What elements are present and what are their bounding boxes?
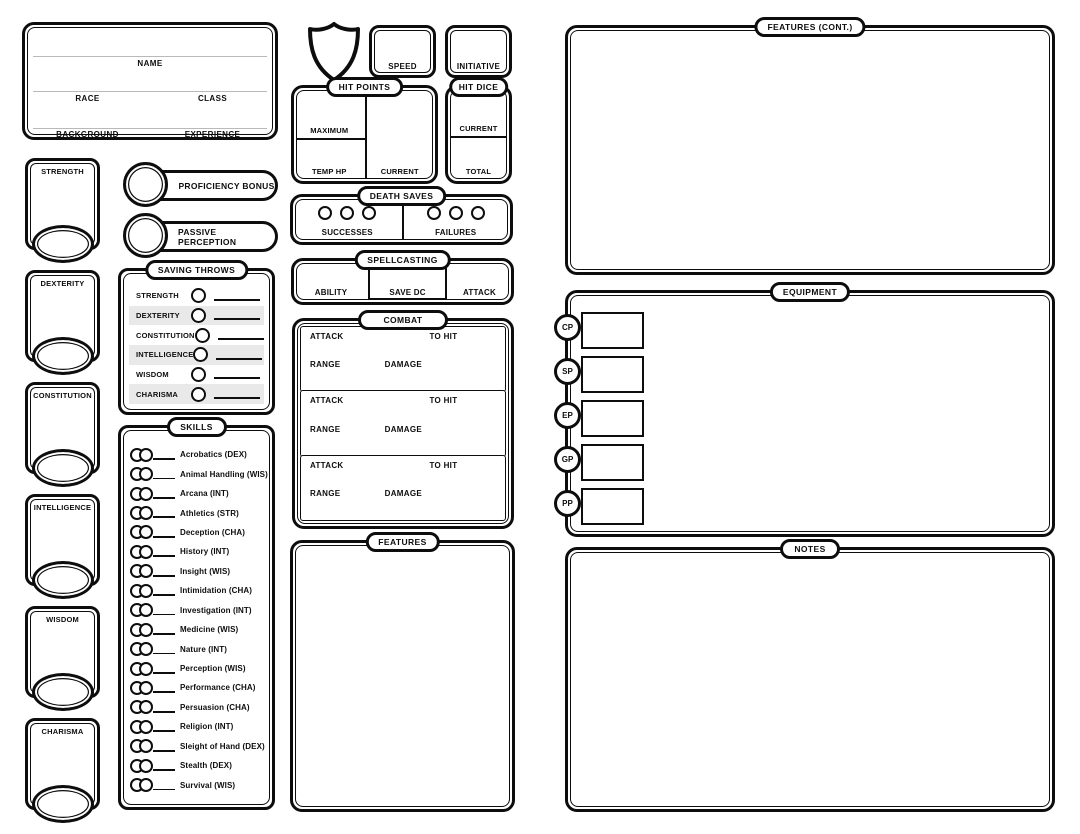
saving-throw-modifier-line[interactable] [214, 299, 260, 301]
saving-throw-label: DEXTERITY [136, 311, 180, 320]
features-cont-box [565, 22, 1055, 275]
identity-box [22, 22, 278, 140]
skill-expertise-circle[interactable] [139, 545, 153, 559]
saving-throw-modifier-line[interactable] [214, 377, 260, 379]
ability-box-intelligence[interactable] [25, 494, 100, 586]
range-label: RANGE [310, 360, 341, 370]
saving-throw-row [129, 384, 264, 404]
to-hit-label: TO HIT [429, 332, 458, 341]
name-field[interactable] [31, 29, 269, 56]
saving-throw-proficiency-circle[interactable] [191, 308, 206, 323]
combat-box [292, 315, 514, 529]
pp-amount-box[interactable] [581, 488, 644, 525]
coin-circle-sp [554, 358, 581, 385]
skill-label: Acrobatics (DEX) [180, 450, 247, 460]
combat-rows [300, 326, 506, 521]
race-field[interactable] [31, 71, 153, 91]
skill-expertise-circle[interactable] [139, 759, 153, 773]
saving-throw-modifier-line[interactable] [214, 397, 260, 399]
pp-label: PP [562, 499, 573, 508]
gp-amount-box[interactable] [581, 444, 644, 481]
features-write-area[interactable] [301, 551, 504, 801]
skill-expertise-circle[interactable] [139, 720, 153, 734]
death-saves-box [290, 191, 513, 245]
ability-box-constitution[interactable] [25, 382, 100, 474]
ability-box-charisma[interactable] [25, 718, 100, 810]
skill-expertise-circle[interactable] [139, 448, 153, 462]
saving-throws-box [118, 265, 275, 415]
cp-label: CP [561, 323, 574, 332]
hit-dice-current-label: CURRENT [459, 124, 498, 133]
skill-modifier-line[interactable] [153, 633, 175, 635]
range-label: RANGE [310, 424, 341, 434]
skill-modifier-line[interactable] [153, 789, 175, 791]
equipment-write-area[interactable] [658, 301, 1044, 526]
skills-tab: SKILLS [167, 417, 227, 437]
skill-row [130, 620, 268, 639]
skill-label: Nature (INT) [180, 644, 227, 654]
skill-row [130, 659, 268, 678]
passive-perception-label: PASSIVE PERCEPTION [178, 226, 237, 247]
skill-modifier-line[interactable] [153, 750, 175, 752]
speed-box[interactable] [369, 25, 436, 78]
experience-field[interactable] [147, 107, 269, 128]
success-dot[interactable] [340, 206, 354, 220]
hit-points-tab: HIT POINTS [326, 77, 404, 97]
hit-points-divider-horizontal [297, 138, 365, 140]
skill-expertise-circle[interactable] [139, 564, 153, 578]
skill-modifier-line[interactable] [153, 730, 175, 732]
features-cont-write-area[interactable] [576, 36, 1044, 264]
saving-throw-label: WISDOM [136, 370, 169, 380]
ability-modifier-oval[interactable] [32, 673, 94, 711]
equipment-box [561, 287, 1055, 537]
class-field[interactable] [147, 71, 269, 91]
skill-modifier-line[interactable] [153, 575, 175, 577]
sp-amount-box[interactable] [581, 356, 644, 393]
hit-dice-divider [451, 136, 506, 138]
ability-label: STRENGTH [41, 167, 84, 176]
ability-modifier-oval[interactable] [32, 449, 94, 487]
skills-box [118, 422, 275, 810]
passive-perception-circle[interactable] [123, 213, 168, 258]
gp-label: GP [561, 455, 574, 464]
skill-label: Athletics (STR) [180, 508, 239, 518]
skill-label: Religion (INT) [180, 722, 234, 732]
skill-modifier-line[interactable] [153, 536, 175, 538]
saving-throw-row [129, 345, 264, 365]
proficiency-bonus-label: PROFICIENCY BONUS [178, 180, 275, 191]
ability-modifier-oval[interactable] [32, 561, 94, 599]
skill-row [130, 445, 268, 464]
initiative-label: INITIATIVE [456, 62, 501, 71]
spellcasting-tab: SPELLCASTING [354, 250, 450, 270]
skill-modifier-line[interactable] [153, 555, 175, 557]
cp-amount-box[interactable] [581, 312, 644, 349]
hit-dice-current-field[interactable] [452, 94, 505, 124]
success-dot[interactable] [318, 206, 332, 220]
ability-label: CHARISMA [41, 727, 84, 736]
ability-label: DEXTERITY [40, 279, 85, 288]
to-hit-label: TO HIT [429, 460, 458, 470]
race-label: RACE [75, 94, 100, 103]
hp-temp-label: TEMP HP [311, 167, 347, 176]
background-label: BACKGROUND [56, 130, 119, 139]
damage-label: DAMAGE [384, 489, 422, 499]
attack-entry-1[interactable] [300, 326, 506, 392]
skill-row [130, 717, 268, 736]
equipment-tab: EQUIPMENT [770, 282, 850, 302]
failures-label: FAILURES [435, 228, 477, 237]
skill-expertise-circle[interactable] [139, 525, 153, 539]
saving-throw-proficiency-circle[interactable] [191, 367, 206, 382]
skill-label: Perception (WIS) [180, 664, 246, 674]
combat-tab: COMBAT [358, 310, 448, 330]
background-field[interactable] [31, 107, 153, 128]
attack-entry-3[interactable] [300, 455, 506, 521]
name-rule-line [33, 56, 267, 57]
skill-modifier-line[interactable] [153, 653, 175, 655]
saving-throw-label: INTELLIGENCE [136, 350, 194, 360]
notes-box [565, 544, 1055, 812]
death-save-failures-dots [402, 206, 511, 220]
proficiency-bonus-circle[interactable] [123, 162, 168, 207]
attack-entry-2[interactable] [300, 390, 506, 456]
hit-dice-tab: HIT DICE [449, 77, 509, 97]
notes-tab: NOTES [780, 539, 840, 559]
saving-throw-proficiency-circle[interactable] [193, 347, 208, 362]
skill-label: Investigation (INT) [180, 605, 252, 615]
skill-expertise-circle[interactable] [139, 584, 153, 598]
skill-row [130, 775, 268, 794]
damage-label: DAMAGE [384, 424, 422, 434]
speed-label: SPEED [388, 62, 417, 71]
saving-throw-row [129, 325, 264, 345]
skill-row [130, 523, 268, 542]
skill-row [130, 639, 268, 658]
ability-box-strength[interactable] [25, 158, 100, 250]
skill-modifier-line[interactable] [153, 672, 175, 674]
features-tab: FEATURES [365, 532, 439, 552]
coin-circle-gp [554, 446, 581, 473]
saving-throw-row [129, 365, 264, 385]
failure-dot[interactable] [427, 206, 441, 220]
saving-throw-proficiency-circle[interactable] [191, 387, 206, 402]
saving-throw-label: CHARISMA [136, 389, 179, 399]
skill-expertise-circle[interactable] [139, 603, 153, 617]
skill-expertise-circle[interactable] [139, 700, 153, 714]
skill-expertise-circle[interactable] [139, 681, 153, 695]
death-save-successes-dots [293, 206, 402, 220]
hit-points-box [291, 82, 438, 184]
race-class-rule-line [33, 91, 267, 92]
ability-label: INTELLIGENCE [33, 503, 92, 512]
attack-label: ATTACK [310, 396, 344, 406]
skill-modifier-line[interactable] [153, 711, 175, 713]
skill-modifier-line[interactable] [153, 691, 175, 693]
saving-throw-label: CONSTITUTION [136, 330, 195, 340]
features-cont-tab: FEATURES (CONT.) [754, 17, 865, 37]
skill-row [130, 562, 268, 581]
skill-row [130, 542, 268, 561]
skill-modifier-line[interactable] [153, 497, 175, 499]
saving-throw-proficiency-circle[interactable] [191, 288, 206, 303]
skill-modifier-line[interactable] [153, 458, 175, 460]
skill-modifier-line[interactable] [153, 478, 175, 480]
death-saves-tab: DEATH SAVES [357, 186, 447, 206]
skill-row [130, 484, 268, 503]
features-box [290, 537, 515, 812]
skill-expertise-circle[interactable] [139, 487, 153, 501]
skill-expertise-circle[interactable] [139, 623, 153, 637]
sp-label: SP [562, 367, 573, 376]
skill-label: Deception (CHA) [180, 527, 246, 537]
skill-modifier-line[interactable] [153, 594, 175, 596]
ability-box-dexterity[interactable] [25, 270, 100, 362]
ability-modifier-oval[interactable] [32, 337, 94, 375]
coin-circle-ep [554, 402, 581, 429]
skill-modifier-line[interactable] [153, 614, 175, 616]
skill-label: Insight (WIS) [180, 566, 231, 576]
hp-maximum-field[interactable] [298, 94, 362, 126]
skill-label: Animal Handling (WIS) [180, 469, 268, 479]
ability-modifier-oval[interactable] [32, 225, 94, 263]
saving-throws-rows [129, 286, 264, 404]
hp-current-label: CURRENT [380, 167, 419, 176]
spellcasting-box [291, 255, 514, 305]
skill-label: Intimidation (CHA) [180, 586, 253, 596]
ability-box-wisdom[interactable] [25, 606, 100, 698]
skill-label: Persuasion (CHA) [180, 702, 250, 712]
failure-dot[interactable] [449, 206, 463, 220]
ep-label: EP [562, 411, 573, 420]
skill-label: Arcana (INT) [180, 489, 229, 499]
initiative-box[interactable] [445, 25, 512, 78]
saving-throw-modifier-line[interactable] [218, 338, 264, 340]
skill-row [130, 737, 268, 756]
skill-expertise-circle[interactable] [139, 739, 153, 753]
ability-modifier-oval[interactable] [32, 785, 94, 823]
skill-label: History (INT) [180, 547, 230, 557]
name-label: NAME [137, 59, 163, 68]
hp-maximum-label: MAXIMUM [310, 126, 349, 135]
ability-label: CONSTITUTION [33, 391, 92, 400]
skill-row [130, 503, 268, 522]
hit-dice-total-label: TOTAL [465, 167, 492, 176]
skill-row [130, 464, 268, 483]
saving-throw-proficiency-circle[interactable] [195, 328, 210, 343]
saving-throw-label: STRENGTH [136, 291, 179, 301]
hit-points-divider-vertical [365, 91, 367, 178]
skill-row [130, 678, 268, 697]
skill-label: Medicine (WIS) [180, 625, 239, 635]
successes-label: SUCCESSES [321, 228, 373, 237]
armor-class-shield-icon[interactable] [305, 20, 363, 84]
skill-row [130, 756, 268, 775]
hit-dice-total-field[interactable] [452, 140, 505, 164]
experience-label: EXPERIENCE [184, 130, 241, 139]
skill-expertise-circle[interactable] [139, 662, 153, 676]
skill-modifier-line[interactable] [153, 769, 175, 771]
notes-write-area[interactable] [576, 558, 1044, 801]
coin-circle-pp [554, 490, 581, 517]
skill-row [130, 601, 268, 620]
saving-throw-modifier-line[interactable] [214, 318, 260, 320]
skills-rows [130, 445, 268, 795]
saving-throw-modifier-line[interactable] [216, 358, 262, 360]
ability-label: WISDOM [46, 615, 79, 624]
skill-expertise-circle[interactable] [139, 642, 153, 656]
skill-label: Sleight of Hand (DEX) [180, 741, 265, 751]
range-label: RANGE [310, 489, 341, 499]
skill-row [130, 581, 268, 600]
saving-throws-tab: SAVING THROWS [145, 260, 248, 280]
spell-ability-label: ABILITY [314, 288, 348, 297]
to-hit-label: TO HIT [429, 396, 458, 406]
hp-current-field[interactable] [370, 94, 430, 164]
background-experience-rule-line [33, 128, 267, 129]
success-dot[interactable] [362, 206, 376, 220]
ep-amount-box[interactable] [581, 400, 644, 437]
hp-temp-field[interactable] [298, 142, 362, 164]
saving-throw-row [129, 286, 264, 306]
skill-label: Performance (CHA) [180, 683, 256, 693]
skill-expertise-circle[interactable] [139, 778, 153, 792]
class-label: CLASS [197, 94, 228, 103]
attack-label: ATTACK [310, 332, 344, 341]
spell-attack-label: ATTACK [463, 288, 496, 297]
skill-label: Stealth (DEX) [180, 761, 232, 771]
spell-save-dc-label: SAVE DC [389, 288, 426, 297]
damage-label: DAMAGE [384, 360, 422, 370]
skill-row [130, 698, 268, 717]
attack-label: ATTACK [310, 460, 344, 470]
hit-dice-box [445, 82, 512, 184]
skill-label: Survival (WIS) [180, 780, 236, 790]
saving-throw-row [129, 306, 264, 326]
skill-modifier-line[interactable] [153, 516, 175, 518]
failure-dot[interactable] [471, 206, 485, 220]
coin-circle-cp [554, 314, 581, 341]
skill-expertise-circle[interactable] [139, 467, 153, 481]
skill-expertise-circle[interactable] [139, 506, 153, 520]
